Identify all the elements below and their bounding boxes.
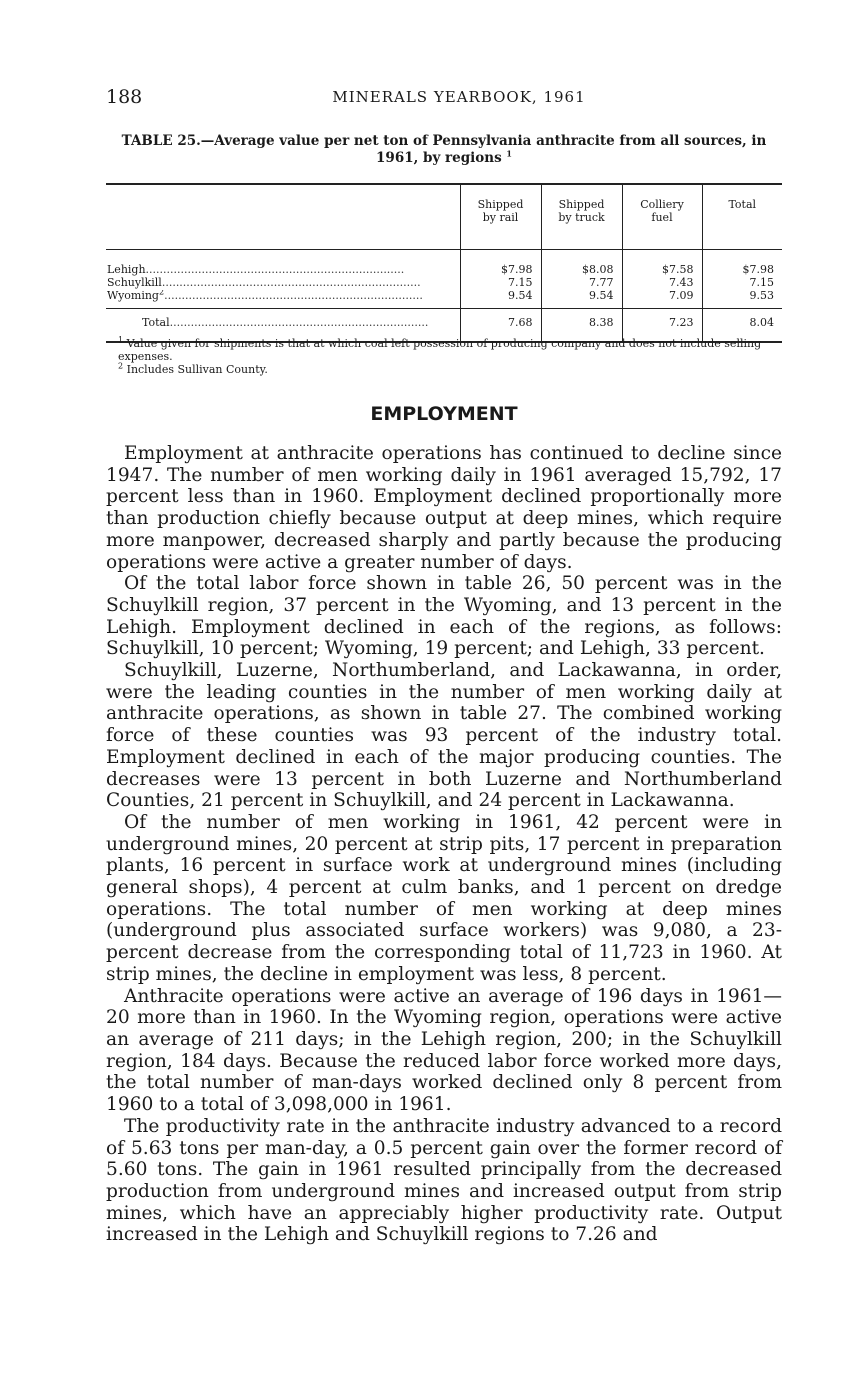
cell-value: 7.43 <box>622 277 702 290</box>
total-row-label: Total.......................................................................... <box>142 316 429 329</box>
value-per-ton-table <box>106 183 782 343</box>
cell-value: 8.04 <box>702 309 782 343</box>
cell-value: 9.54 <box>541 290 622 309</box>
paragraph: Schuylkill, Luzerne, Northumberland, and Lackawanna, in order, were the leading counties in the number of men working daily at anthracite operations, as shown in table 27. The combined working force of these counties was 93 percent of the industry total. Employment declined in each of the major producing counties. The decreases were 13 percent in both Luzerne and Northumberland Counties, 21 percent in Schuylkill, and 24 percent in Lackawanna. <box>106 660 782 812</box>
table-header-row <box>106 184 782 250</box>
column-header-rail: Shipped by rail <box>460 184 541 250</box>
paragraph: Of the number of men working in 1961, 42 percent were in underground mines, 20 percent at strip pits, 17 percent in preparation plants, 16 percent in surface work at underground mines (including general shops), 4 percent at culm banks, and 1 percent on dredge operations. The total number of men working at deep mines (underground plus associated surface workers) was 9,080, a 23-percent decrease from the corresponding total of 11,723 in 1960. At strip mines, the decline in employment was less, 8 percent. <box>106 811 782 985</box>
page-number: 188 <box>106 86 143 108</box>
table-caption-text: TABLE 25.—Average value per net ton of Pennsylvania anthracite from all sources, in 1961, by regions <box>121 133 767 166</box>
cell-value: $8.08 <box>541 250 622 278</box>
table-row <box>106 290 782 309</box>
cell-value: 9.54 <box>460 290 541 309</box>
table-caption-footnote-mark: 1 <box>506 148 512 159</box>
row-label: Wyoming$^2$.......................................................................... <box>107 290 423 302</box>
column-header-colliery: Colliery fuel <box>622 184 702 250</box>
running-title: MINERALS YEARBOOK, 1961 <box>332 88 586 106</box>
table-footnotes <box>106 337 782 376</box>
cell-value: 7.09 <box>622 290 702 309</box>
page-header <box>106 86 782 110</box>
paragraph: Of the total labor force shown in table 26, 50 percent was in the Schuylkill region, 37 percent in the Wyoming, and 13 percent in the Lehigh. Employment declined in each of the regions, as follows: Schuylkill, 10 percent; Wyoming, 19 percent; and Lehigh, 33 percent. <box>106 573 782 660</box>
column-header-truck: Shipped by truck <box>541 184 622 250</box>
cell-value: 7.68 <box>460 309 541 343</box>
section-heading: EMPLOYMENT <box>370 403 518 425</box>
row-label: Schuylkill.......................................................................... <box>107 277 421 289</box>
paragraph: Employment at anthracite operations has continued to decline since 1947. The number of men working daily in 1961 averaged 15,792, 17 percent less than in 1960. Employment declined proportionally more than production chiefly because output at deep mines, which require more manpower, decreased sharply and partly because the producing operations were active a greater number of days. <box>106 443 782 573</box>
cell-value: 7.15 <box>702 277 782 290</box>
cell-value: $7.58 <box>622 250 702 278</box>
row-label: Lehigh.......................................................................... <box>107 263 405 276</box>
body-text <box>106 443 782 1246</box>
cell-value: 7.15 <box>460 277 541 290</box>
paragraph: The productivity rate in the anthracite industry advanced to a record of 5.63 tons per man-day, a 0.5 percent gain over the former record of 5.60 tons. The gain in 1961 resulted principally from the decreased production from underground mines and increased output from strip mines, which have an appreciably higher productivity rate. Output increased in the Lehigh and Schuylkill regions to 7.26 and <box>106 1115 782 1246</box>
cell-value: $7.98 <box>460 250 541 278</box>
column-header-total: Total <box>702 184 782 250</box>
table-row <box>106 250 782 278</box>
stub-header <box>106 184 460 250</box>
cell-value: 9.53 <box>702 290 782 309</box>
table-caption <box>106 133 782 167</box>
cell-value: 7.77 <box>541 277 622 290</box>
footnote: $^2$ Includes Sullivan County. <box>118 361 268 376</box>
footnote: $^1$ Value given for shipments is that at which coal left possession of producing company and does not include selling expenses. <box>118 335 762 363</box>
cell-value: 8.38 <box>541 309 622 343</box>
paragraph: Anthracite operations were active an average of 196 days in 1961—20 more than in 1960. In the Wyoming region, operations were active an average of 211 days; in the Lehigh region, 200; in the Schuylkill region, 184 days. Because the reduced labor force worked more days, the total number of man-days worked declined only 8 percent from 1960 to a total of 3,098,000 in 1961. <box>106 985 782 1116</box>
cell-value: $7.98 <box>702 250 782 278</box>
cell-value: 7.23 <box>622 309 702 343</box>
